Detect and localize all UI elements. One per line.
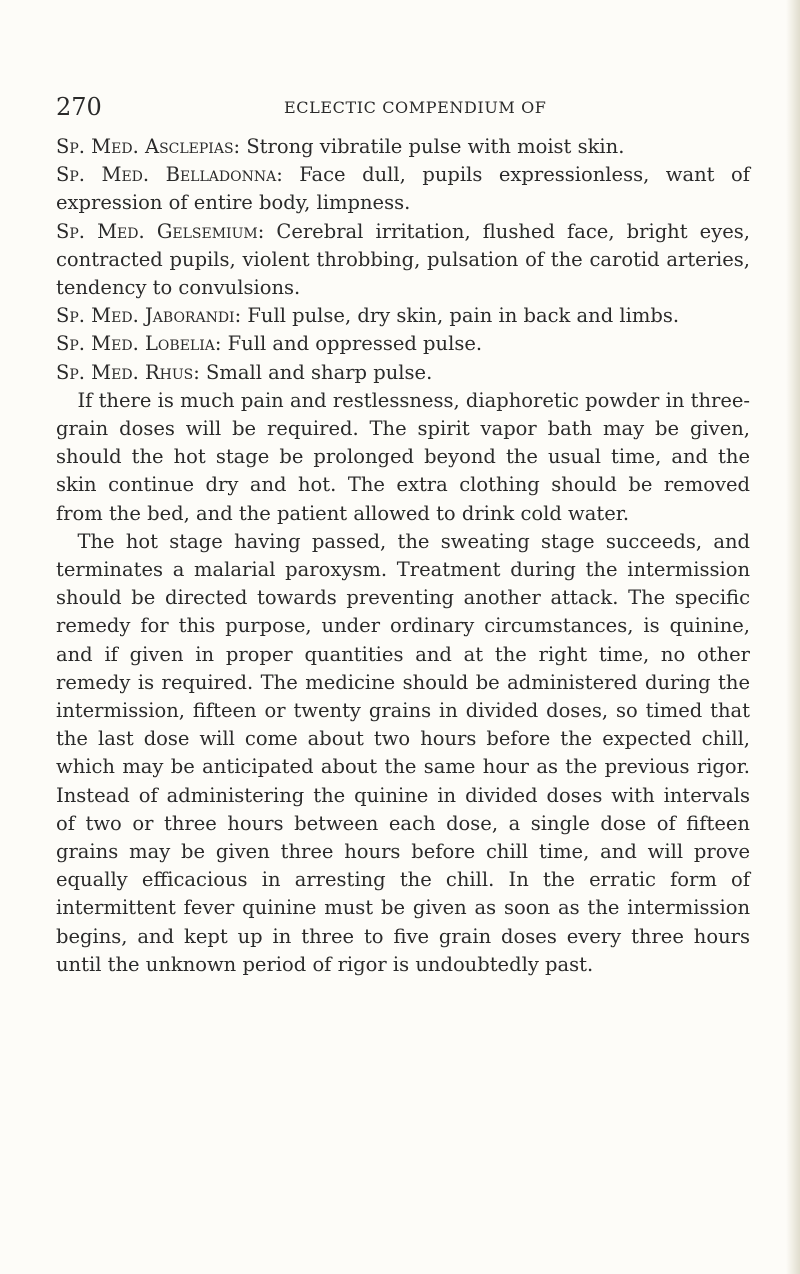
remedy-name: Sp. Med. Rhus (56, 360, 194, 384)
remedy-name: Sp. Med. Asclepias (56, 135, 234, 158)
remedy-entry-belladonna (56, 161, 750, 217)
remedy-description: : Strong vibratile pulse with moist skin. (233, 135, 625, 158)
remedy-entry-lobelia (56, 330, 750, 358)
page-number: 270 (56, 93, 102, 121)
page-header (56, 93, 756, 123)
remedy-name: Sp. Med. Gelsemium (56, 219, 258, 243)
remedy-entry-rhus (56, 359, 750, 387)
remedy-entry-asclepias (56, 133, 750, 161)
paragraph-intermission-treatment: The hot stage having passed, the sweating stage succeeds, and terminates a malarial paroxysm. Treatment during the intermission should be directed towards preventing another attack. The specific remedy for this purpose, under ordinary circumstances, is quinine, and if given in proper quantities and at the right time, no other remedy is required. The medicine should be administered during the intermission, fifteen or twenty grains in divided doses, so timed that the last dose will come about two hours before the expected chill, which may be anticipated about the same hour as the previous rigor. Instead of administering the quinine in divided doses with intervals of two or three hours between each dose, a single dose of fifteen grains may be given three hours before chill time, and will prove equally efficacious in arresting the chill. In the erratic form of intermittent fever quinine must be given as soon as the intermission begins, and kept up in three to five grain doses every three hours until the unknown period of rigor is undoubtedly past. (56, 529, 750, 976)
remedy-description: : Full pulse, dry skin, pain in back and limbs. (234, 304, 680, 328)
remedy-entry-gelsemium (56, 218, 750, 303)
running-head: ECLECTIC COMPENDIUM OF (284, 98, 547, 117)
remedy-description: : Cerebral irritation, flushed face, bright eyes, contracted pupils, violent throbbing, pulsation of the carotid arteries, tendency to convulsions. (56, 219, 750, 300)
page-edge-shadow (786, 0, 800, 1274)
remedy-name: Sp. Med. Jaborandi (56, 304, 235, 328)
body-text (56, 133, 750, 979)
remedy-name: Sp. Med. Belladonna (56, 163, 277, 187)
remedy-entry-jaborandi (56, 302, 750, 330)
remedy-description: : Full and oppressed pulse. (214, 332, 483, 356)
remedy-description: : Small and sharp pulse. (193, 360, 433, 384)
paragraph-hot-stage: If there is much pain and restlessness, diaphoretic powder in three-grain doses will be required. The spirit vapor bath may be given, should the hot stage be prolonged beyond the usual time, and the skin continue dry and hot. The extra clothing should be removed from the bed, and the patient allowed to drink cold water. (56, 388, 750, 525)
remedy-description: : Face dull, pupils expressionless, want of expression of entire body, limpness. (56, 163, 750, 215)
remedy-name: Sp. Med. Lobelia (56, 332, 215, 356)
